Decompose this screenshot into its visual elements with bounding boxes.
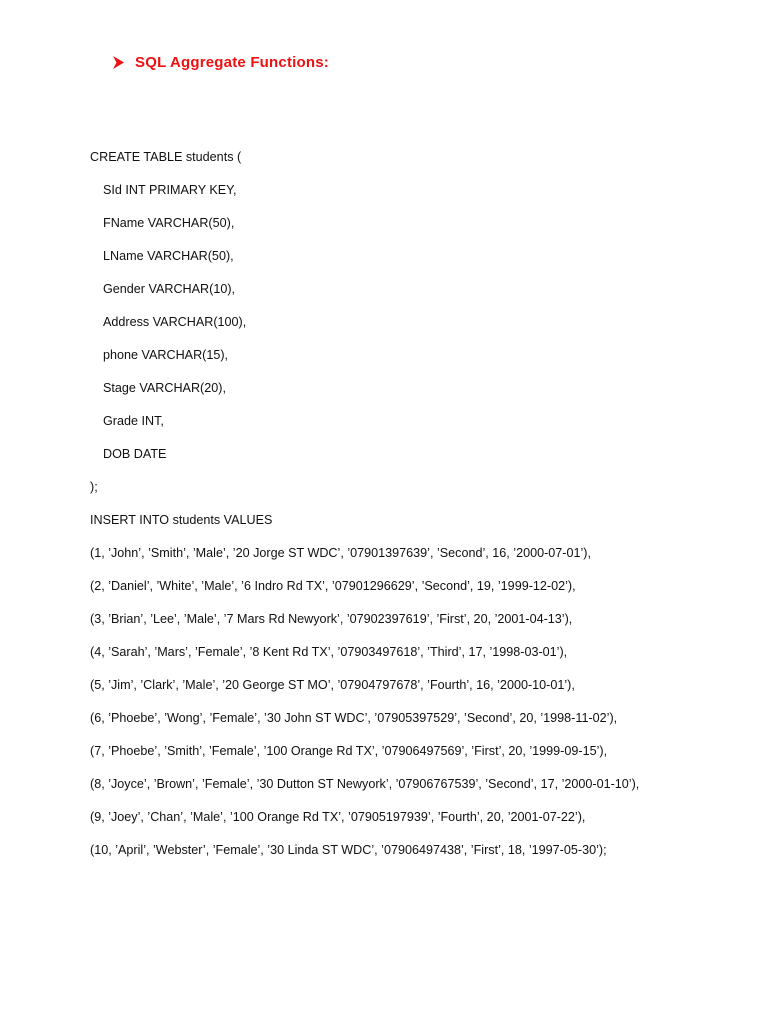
insert-row: (5, ’Jim’, ’Clark’, ’Male’, ’20 George ST MO’, ’07904797678’, ’Fourth’, 16, ’2000-10-01’), <box>90 678 575 692</box>
column-definition: Grade INT, <box>103 414 164 428</box>
heading-text: SQL Aggregate Functions: <box>135 54 329 71</box>
column-definition: phone VARCHAR(15), <box>103 348 229 362</box>
column-definition: Gender VARCHAR(10), <box>103 282 236 296</box>
insert-row: (8, ’Joyce’, ’Brown’, ’Female’, ’30 Dutton ST Newyork’, ’07906767539’, ’Second’, 17, ’2000-01-10’), <box>90 777 640 791</box>
column-definition: FName VARCHAR(50), <box>103 216 235 230</box>
section-heading <box>112 54 329 71</box>
create-table-statement: CREATE TABLE students ( <box>90 150 242 164</box>
sql-document <box>90 148 750 874</box>
column-definition: LName VARCHAR(50), <box>103 249 234 263</box>
column-definition: SId INT PRIMARY KEY, <box>103 183 237 197</box>
insert-row: (9, ’Joey’, ’Chan’, ’Male’, ’100 Orange Rd TX’, ’07905197939’, ’Fourth’, 20, ’2001-07-22’), <box>90 810 586 824</box>
insert-row: (6, ’Phoebe’, ’Wong’, ’Female’, ’30 John ST WDC’, ’07905397529’, ’Second’, 20, ’1998-11-02’), <box>90 711 618 725</box>
create-table-close: ); <box>90 480 98 494</box>
insert-row: (4, ’Sarah’, ’Mars’, ’Female’, ’8 Kent Rd TX’, ’07903497618’, ’Third’, 17, ’1998-03-01’), <box>90 645 568 659</box>
insert-row: (1, ’John’, ’Smith’, ’Male’, ’20 Jorge ST WDC’, ’07901397639’, ’Second’, 16, ’2000-07-01’), <box>90 546 591 560</box>
insert-row: (7, ’Phoebe’, ’Smith’, ’Female’, ’100 Orange Rd TX’, ’07906497569’, ’First’, 20, ’1999-09-15’), <box>90 744 608 758</box>
insert-statement: INSERT INTO students VALUES <box>90 513 273 527</box>
insert-row: (3, ’Brian’, ’Lee’, ’Male’, ’7 Mars Rd Newyork’, ’07902397619’, ’First’, 20, ’2001-04-13’), <box>90 612 573 626</box>
column-definition: Address VARCHAR(100), <box>103 315 247 329</box>
insert-row: (10, ’April’, ’Webster’, ’Female’, ’30 Linda ST WDC’, ’07906497438’, ’First’, 18, ’1997-05-30’); <box>90 843 607 857</box>
column-definition: Stage VARCHAR(20), <box>103 381 226 395</box>
insert-row: (2, ’Daniel’, ’White’, ’Male’, ’6 Indro Rd TX’, ’07901296629’, ’Second’, 19, ’1999-12-02’), <box>90 579 576 593</box>
arrowhead-bullet-icon <box>112 55 125 70</box>
column-definition: DOB DATE <box>103 447 167 461</box>
